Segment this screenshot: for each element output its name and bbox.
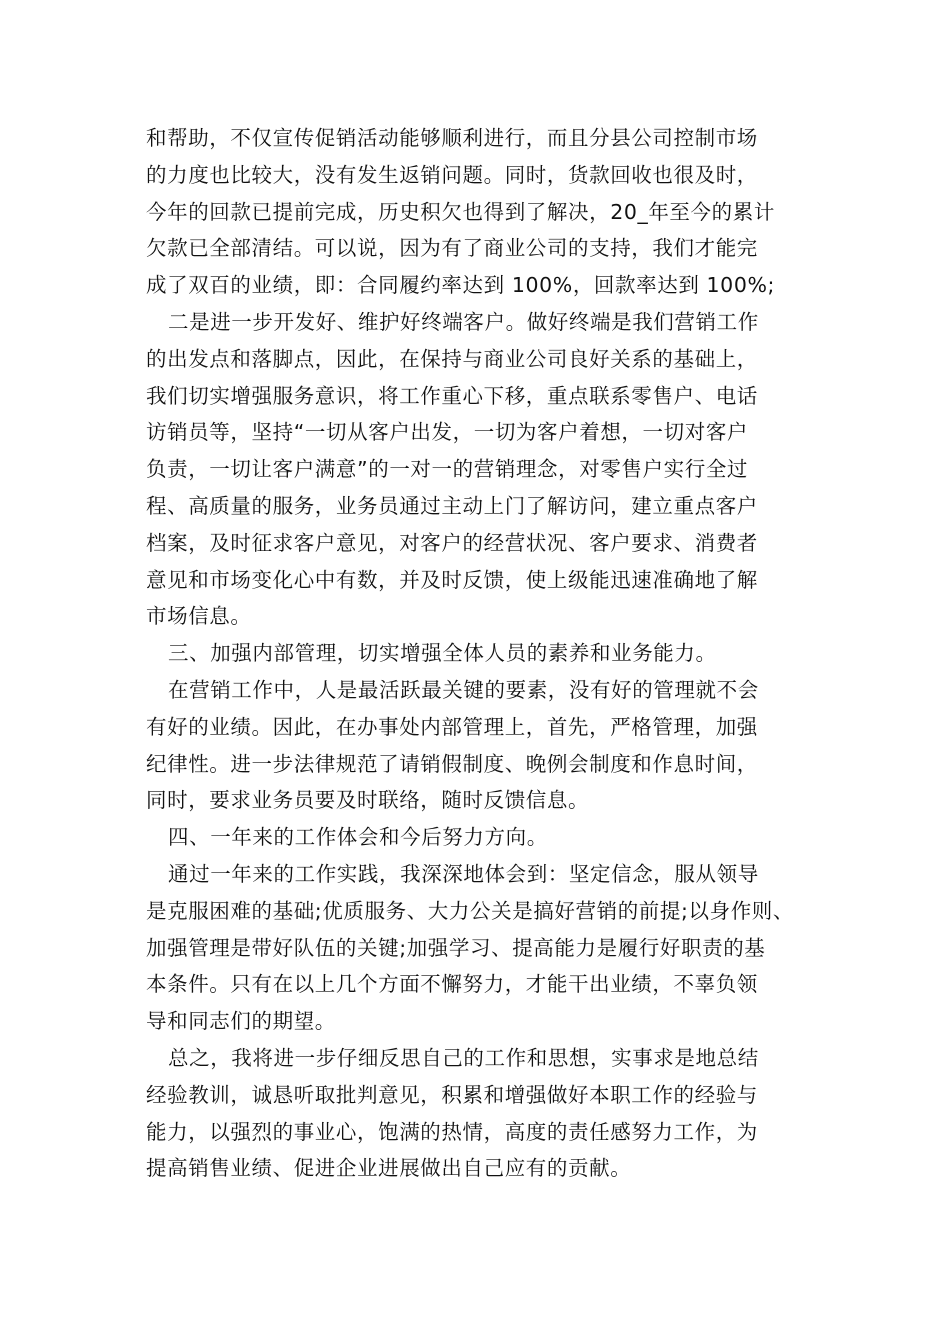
text-line: 今年的回款已提前完成，历史积欠也得到了解决，20_年至今的累计: [146, 199, 775, 224]
paragraph: [146, 120, 812, 304]
text-line: 纪律性。进一步法律规范了请销假制度、晚例会制度和作息时间，: [146, 751, 758, 776]
text-line: 访销员等，坚持“一切从客户出发，一切为客户着想，一切对客户: [146, 420, 749, 445]
paragraph: [146, 856, 812, 1040]
text-line: 加强管理是带好队伍的关键;加强学习、提高能力是履行好职责的基: [146, 935, 766, 960]
text-line: 四、一年来的工作体会和今后努力方向。: [168, 825, 548, 850]
text-line: 经验教训，诚恳听取批判意见，积累和增强做好本职工作的经验与: [146, 1082, 758, 1107]
text-line: 有好的业绩。因此，在办事处内部管理上，首先，严格管理，加强: [146, 714, 758, 739]
paragraph: [146, 304, 812, 635]
text-line: 通过一年来的工作实践，我深深地体会到：坚定信念，服从领导: [168, 861, 759, 886]
text-line: 是克服困难的基础;优质服务、大力公关是搞好营销的前提;以身作则、: [146, 898, 795, 923]
text-line: 市场信息。: [146, 604, 252, 629]
text-line: 导和同志们的期望。: [146, 1009, 336, 1034]
text-line: 本条件。只有在以上几个方面不懈努力，才能干出业绩，不辜负领: [146, 972, 758, 997]
paragraph: [146, 1040, 812, 1187]
text-line: 负责，一切让客户满意”的一对一的营销理念，对零售户实行全过: [146, 457, 749, 482]
text-line: 的出发点和落脚点，因此，在保持与商业公司良好关系的基础上，: [146, 346, 758, 371]
text-line: 三、加强内部管理，切实增强全体人员的素养和业务能力。: [168, 641, 717, 666]
text-line: 程、高质量的服务，业务员通过主动上门了解访问，建立重点客户: [146, 493, 758, 518]
text-line: 提高销售业绩、促进企业进展做出自己应有的贡献。: [146, 1156, 632, 1181]
text-line: 能力，以强烈的事业心，饱满的热情，高度的责任感努力工作，为: [146, 1119, 758, 1144]
text-line: 在营销工作中，人是最活跃最关键的要素，没有好的管理就不会: [168, 677, 759, 702]
text-line: 二是进一步开发好、维护好终端客户。做好终端是我们营销工作: [168, 309, 759, 334]
text-line: 我们切实增强服务意识，将工作重心下移，重点联系零售户、电话: [146, 383, 758, 408]
text-line: 档案，及时征求客户意见，对客户的经营状况、客户要求、消费者: [146, 530, 758, 555]
text-line: 意见和市场变化心中有数，并及时反馈，使上级能迅速准确地了解: [146, 567, 758, 592]
body-text: [146, 120, 812, 1187]
paragraph: [146, 819, 812, 856]
text-line: 总之，我将进一步仔细反思自己的工作和思想，实事求是地总结: [168, 1045, 759, 1070]
text-line: 和帮助，不仅宣传促销活动能够顺利进行，而且分县公司控制市场: [146, 126, 758, 150]
text-line: 的力度也比较大，没有发生返销问题。同时，货款回收也很及时，: [146, 162, 758, 187]
paragraph: [146, 672, 812, 819]
text-line: 欠款已全部清结。可以说，因为有了商业公司的支持，我们才能完: [146, 236, 758, 261]
paragraph: [146, 635, 812, 672]
text-line: 同时，要求业务员要及时联络，随时反馈信息。: [146, 788, 590, 813]
text-line: 成了双百的业绩，即：合同履约率达到 100%，回款率达到 100%;: [146, 273, 776, 298]
